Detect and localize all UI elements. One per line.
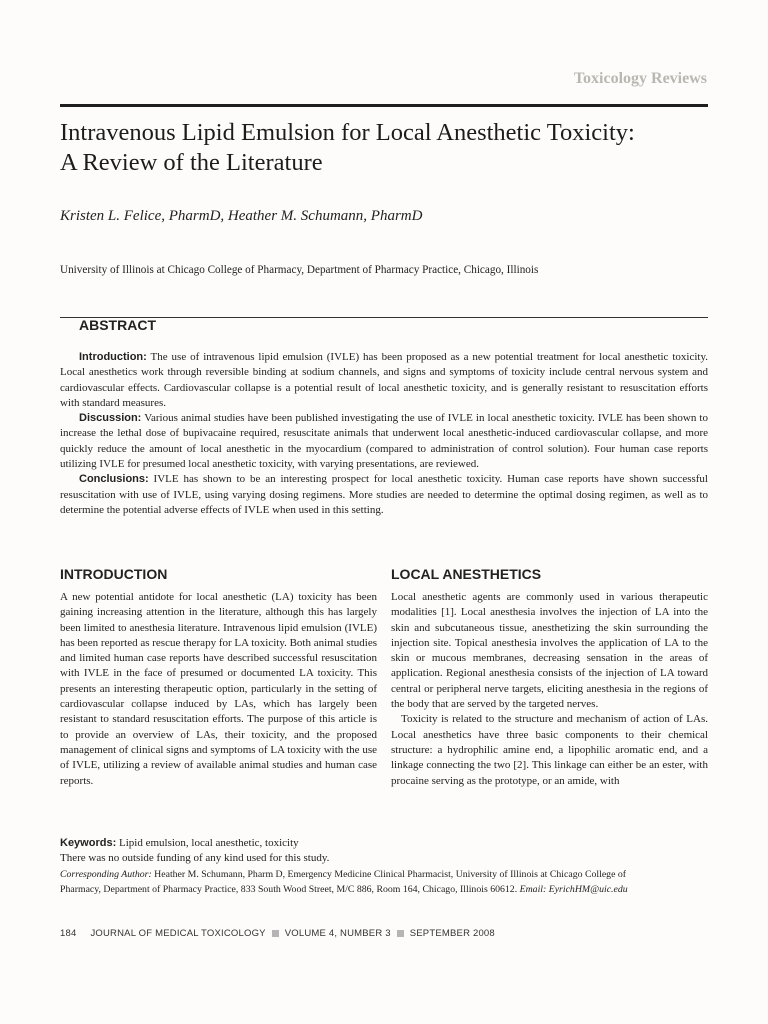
keywords-line [60,836,710,851]
title-line-2: A Review of the Literature [60,149,323,176]
title-line-1: Intravenous Lipid Emulsion for Local Anesthetic Toxicity: [60,119,635,146]
section-tag: Toxicology Reviews [573,70,707,87]
corresponding-author-line-1 [60,867,710,882]
discussion-text: Various animal studies have been published investigating the use of IVLE in local anesthetic toxicity. IVLE has been shown to increase the lethal dose of bupivacaine required, resuscitate animals that underwent local anesthetic-induced cardiovascular collapse, and more quickly reduce the amount of local anesthetic in the myocardium (compared to administration of control solution). Four human case reports utilizing IVLE for presumed local anesthetic toxicity, with varying presentations, are reviewed. [60,412,708,471]
local-anesthetics-column [391,590,708,789]
corresponding-author-text-2: Pharmacy, Department of Pharmacy Practice, 833 South Wood Street, M/C 886, Room 164, Chicago, Illinois 60612. [60,883,518,895]
keywords-text: Lipid emulsion, local anesthetic, toxicity [116,837,299,849]
authors: Kristen L. Felice, PharmD, Heather M. Schumann, PharmD [60,208,423,224]
conclusions-text: IVLE has shown to be an interesting prospect for local anesthetic toxicity. Human case reports have shown successful resuscitation with use of IVLE, using varying dosing regimens. More studies are needed to determine the optimal dosing regimen, as well as to determine the potential adverse effects of IVLE when used in this setting. [60,473,708,516]
page-number: 184 [60,928,77,939]
corresponding-author-line-2 [60,882,710,897]
abstract-body [60,350,708,518]
keywords-block [60,836,710,897]
introduction-paragraph: A new potential antidote for local anesthetic (LA) toxicity has been gaining increasing attention in the literature, although this has largely been limited to anesthesia literature. Intravenous lipid emulsion (IVLE) has been reported as rescue therapy for LA toxicity. Both animal studies and limited human case reports have described successful resuscitation with IVLE in the face of presumed or documented LA toxicity. This presents an interesting therapeutic option, particularly in the setting of cardiovascular collapse induced by LAs, which has largely been resistant to standard resuscitation efforts. The purpose of this article is to provide an overview of LAs, their toxicity, and the proposed management of clinical signs and symptoms of LA toxicity with the use of IVLE, utilizing a review of available animal studies and human case reports. [60,591,377,787]
discussion-label: Discussion: [79,412,142,425]
abstract-heading: ABSTRACT [79,317,156,333]
introduction-heading: INTRODUCTION [60,566,168,582]
funding-statement: There was no outside funding of any kind used for this study. [60,852,330,865]
issue-date: SEPTEMBER 2008 [409,928,495,939]
keywords-label: Keywords: [60,837,117,849]
corresponding-author-label: Corresponding Author: [60,868,152,880]
abstract-conclusions [60,472,708,518]
article-title [60,118,708,178]
abstract-introduction [60,350,708,411]
separator-square-icon [272,930,279,937]
affiliation: University of Illinois at Chicago College of Pharmacy, Department of Pharmacy Practice, Chicago, Illinois [60,264,539,276]
local-anesthetics-paragraph-1: Local anesthetic agents are commonly used in various therapeutic modalities [1]. Local anesthesia involves the injection of LA into the skin and subcutaneous tissue, anesthetizing the skin surrounding the injection site. Topical anesthesia involves the application of LA to the skin or mucous membranes, decreasing sensation in the areas of application. Regional anesthesia consists of the injection of LA toward central or peripheral nerve targets, eliciting anesthesia in the regions of the body that are served by the targeted nerves. [391,591,708,711]
separator-square-icon [397,930,404,937]
page-footer [60,928,495,939]
conclusions-label: Conclusions: [79,473,149,486]
volume-info: VOLUME 4, NUMBER 3 [284,928,391,939]
author-email: Email: EyrichHM@uic.edu [517,883,628,895]
top-rule [60,104,708,107]
intro-label: Introduction: [79,351,147,363]
journal-name: JOURNAL OF MEDICAL TOXICOLOGY [90,928,266,939]
intro-text: The use of intravenous lipid emulsion (IVLE) has been proposed as a new potential treatment for local anesthetic toxicity. Local anesthetics work through reversible binding at sodium channels, and signs and symptoms of toxicity include central nervous system and cardiovascular effects. Cardiovascular collapse is a potential result of local anesthetic toxicity, and is generally resistant to resuscitation efforts with standard measures. [60,351,708,409]
local-anesthetics-paragraph-2: Toxicity is related to the structure and mechanism of action of LAs. Local anesthetics have three basic components to their chemical structure: a hydrophilic amine end, a lipophilic aromatic end, and a linkage connecting the two [2]. This linkage can either be an ester, with procaine serving as the prototype, or an amide, with [391,713,708,787]
introduction-column [60,590,377,789]
abstract-rule [60,317,708,318]
corresponding-author-text-1: Heather M. Schumann, Pharm D, Emergency Medicine Clinical Pharmacist, University of Illinois at Chicago College of [151,868,627,880]
abstract-discussion [60,411,708,472]
local-anesthetics-heading: LOCAL ANESTHETICS [391,566,542,582]
